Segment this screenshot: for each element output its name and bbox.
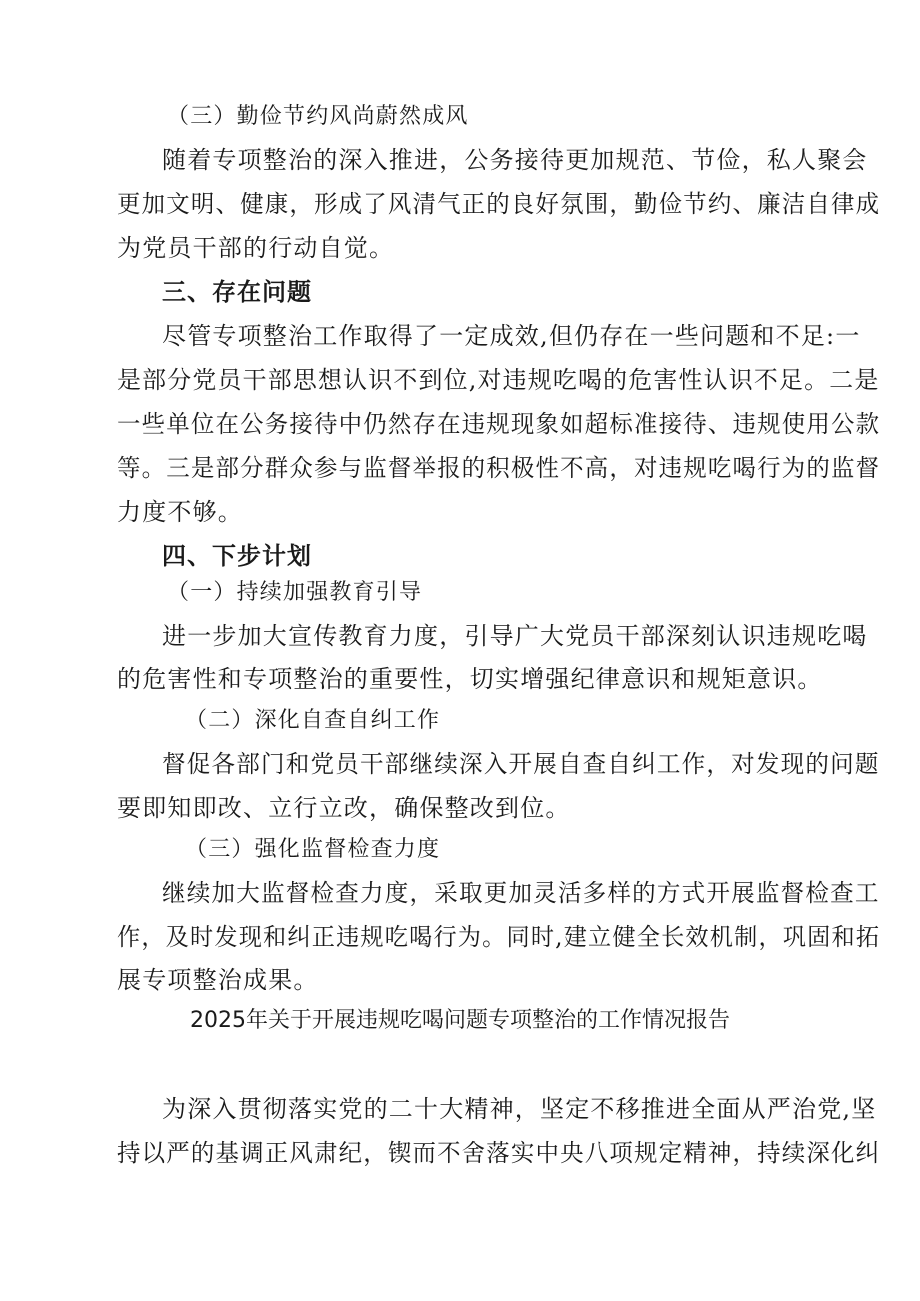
- paragraph-line: 持以严的基调正风肃纪，锲而不舍落实中央八项规定精神，持续深化纠: [117, 1139, 881, 1167]
- report-title: 2025年关于开展违规吃喝问题专项整治的工作情况报告: [190, 1008, 730, 1033]
- paragraph-line: 一些单位在公务接待中仍然存在违规现象如超标准接待、违规使用公款: [117, 410, 881, 438]
- paragraph-line: 更加文明、健康，形成了风清气正的良好氛围，勤俭节约、廉洁自律成: [117, 190, 881, 218]
- paragraph-line: 等。三是部分群众参与监督举报的积极性不高，对违规吃喝行为的监督: [117, 454, 881, 482]
- section-heading-problems: 三、存在问题: [162, 278, 312, 306]
- paragraph-line: 继续加大监督检查力度，采取更加灵活多样的方式开展监督检查工: [162, 879, 880, 907]
- paragraph-line: 随着专项整治的深入推进，公务接待更加规范、节俭，私人聚会: [162, 146, 868, 174]
- paragraph-line: 是部分党员干部思想认识不到位,对违规吃喝的危害性认识不足。二是: [117, 366, 880, 394]
- subheading-education: （一）持续加强教育引导: [167, 580, 423, 605]
- paragraph-line: 为党员干部的行动自觉。: [117, 234, 395, 262]
- paragraph-line: 为深入贯彻落实党的二十大精神，坚定不移推进全面从严治党,坚: [162, 1095, 877, 1123]
- paragraph-line: 力度不够。: [117, 498, 243, 526]
- paragraph-line: 进一步加大宣传教育力度，引导广大党员干部深刻认识违规吃喝: [162, 622, 868, 650]
- paragraph-line: 展专项整治成果。: [117, 966, 319, 994]
- paragraph-line: 尽管专项整治工作取得了一定成效,但仍存在一些问题和不足:一: [162, 322, 861, 350]
- section-heading-next-steps: 四、下步计划: [162, 542, 312, 570]
- paragraph-line: 督促各部门和党员干部继续深入开展自查自纠工作，对发现的问题: [162, 750, 880, 778]
- subheading-self-inspection: （二）深化自查自纠工作: [185, 708, 441, 733]
- paragraph-line: 作，及时发现和纠正违规吃喝行为。同时,建立健全长效机制，巩固和拓: [117, 923, 881, 951]
- subheading-supervision: （三）强化监督检查力度: [185, 837, 441, 862]
- subheading-frugality: （三）勤俭节约风尚蔚然成风: [167, 104, 469, 129]
- paragraph-line: 的危害性和专项整治的重要性，切实增强纪律意识和规矩意识。: [117, 665, 823, 693]
- paragraph-line: 要即知即改、立行立改，确保整改到位。: [117, 794, 571, 822]
